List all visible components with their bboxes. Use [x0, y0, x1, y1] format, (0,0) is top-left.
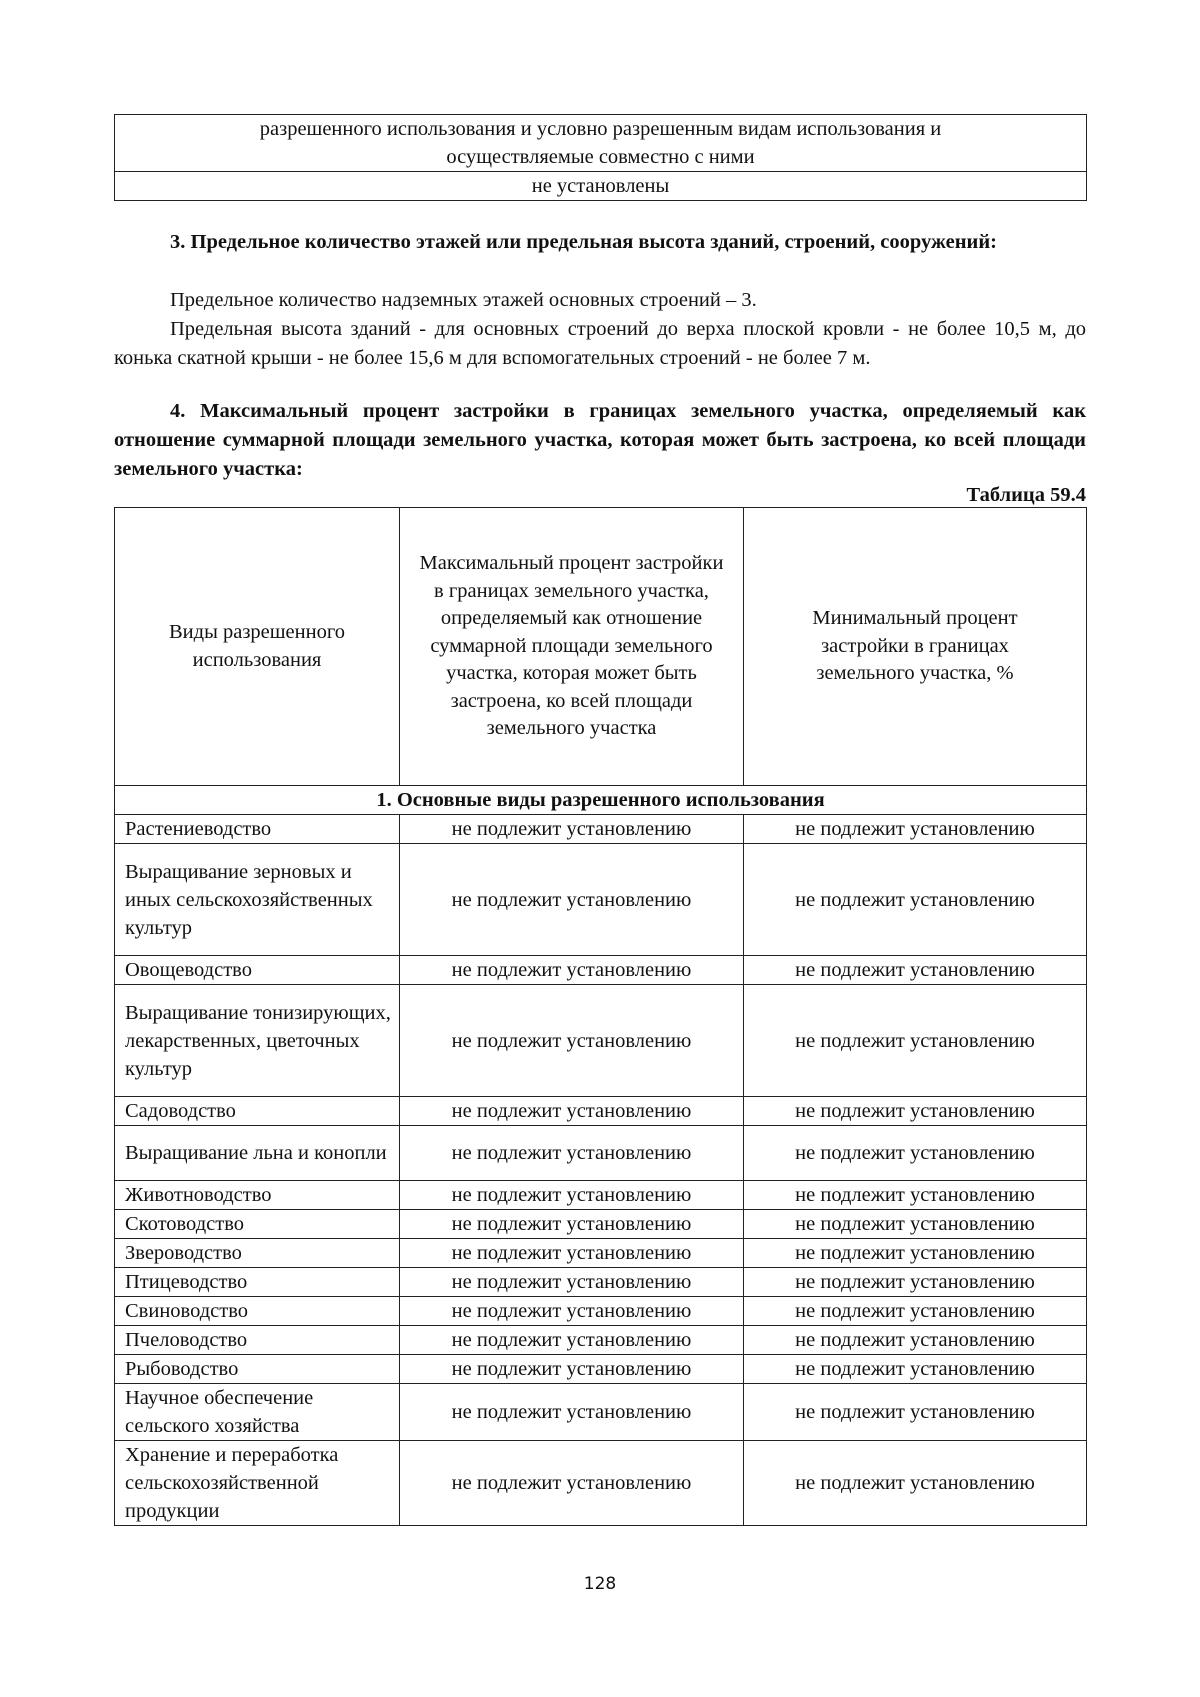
row-max-percent: не подлежит установлению [400, 1126, 744, 1181]
row-max-percent: не подлежит установлению [400, 1297, 744, 1326]
table-row [115, 1297, 1087, 1326]
row-min-percent: не подлежит установлению [744, 1297, 1087, 1326]
table-section-row [115, 786, 1087, 815]
row-usage-type: Звероводство [115, 1239, 400, 1268]
row-min-percent: не подлежит установлению [744, 1384, 1087, 1441]
table-row [115, 956, 1087, 985]
row-max-percent: не подлежит установлению [400, 1384, 744, 1441]
section-3-heading: 3. Предельное количество этажей или предельная высота зданий, строений, сооружений: [170, 231, 997, 253]
row-min-percent: не подлежит установлению [744, 1181, 1087, 1210]
row-min-percent: не подлежит установлению [744, 1268, 1087, 1297]
table-row [115, 1441, 1087, 1526]
table-header-row [115, 508, 1087, 786]
row-max-percent: не подлежит установлению [400, 1181, 744, 1210]
row-usage-type: Хранение и переработка сельскохозяйственной продукции [115, 1441, 400, 1526]
header-cell-usage-type: Виды разрешенного использования [115, 508, 400, 786]
row-min-percent: не подлежит установлению [744, 1355, 1087, 1384]
table-caption: Таблица 59.4 [966, 484, 1086, 506]
row-usage-type: Свиноводство [115, 1297, 400, 1326]
table-row [115, 985, 1087, 1097]
continued-table-cell: разрешенного использования и условно разрешенным видам использования и осуществляемые совместно с ними [115, 115, 1087, 172]
continued-table-cell: не установлены [115, 172, 1087, 201]
page-number: 128 [583, 1574, 617, 1594]
building-percentage-table [114, 507, 1087, 1526]
table-row [115, 1126, 1087, 1181]
row-usage-type: Рыбоводство [115, 1355, 400, 1384]
row-min-percent: не подлежит установлению [744, 1239, 1087, 1268]
row-min-percent: не подлежит установлению [744, 1326, 1087, 1355]
row-min-percent: не подлежит установлению [744, 956, 1087, 985]
table-row [115, 815, 1087, 844]
row-max-percent: не подлежит установлению [400, 1268, 744, 1297]
row-min-percent: не подлежит установлению [744, 1126, 1087, 1181]
row-usage-type: Скотоводство [115, 1210, 400, 1239]
table-row [115, 844, 1087, 956]
row-max-percent: не подлежит установлению [400, 956, 744, 985]
table-row [115, 1097, 1087, 1126]
table-row [115, 1268, 1087, 1297]
row-usage-type: Животноводство [115, 1181, 400, 1210]
table-row [115, 1326, 1087, 1355]
section-title: 1. Основные виды разрешенного использования [115, 786, 1087, 815]
row-usage-type: Садоводство [115, 1097, 400, 1126]
row-min-percent: не подлежит установлению [744, 815, 1087, 844]
row-usage-type: Научное обеспечение сельского хозяйства [115, 1384, 400, 1441]
row-max-percent: не подлежит установлению [400, 1210, 744, 1239]
table-row [115, 1355, 1087, 1384]
row-max-percent: не подлежит установлению [400, 1326, 744, 1355]
section-3-paragraph-floors: Предельное количество надземных этажей основных строений – 3. [170, 289, 757, 311]
row-max-percent: не подлежит установлению [400, 1441, 744, 1526]
section-3-paragraph-height: Предельная высота зданий - для основных строений до верха плоской кровли - не более 10,5 м, до конька скатной крыши - не более 15,6 м для вспомогательных строений - не более 7 м. [114, 318, 1086, 369]
row-usage-type: Выращивание зерновых и иных сельскохозяйственных культур [115, 844, 400, 956]
continued-table [114, 114, 1087, 201]
row-usage-type: Выращивание льна и конопли [115, 1126, 400, 1181]
table-row [115, 1210, 1087, 1239]
row-max-percent: не подлежит установлению [400, 844, 744, 956]
row-max-percent: не подлежит установлению [400, 985, 744, 1097]
section-4-heading: 4. Максимальный процент застройки в границах земельного участка, определяемый как отношение суммарной площади земельного участка, которая может быть застроена, ко всей площади земельного участка: [114, 400, 1086, 480]
row-min-percent: не подлежит установлению [744, 844, 1087, 956]
table-row [115, 1239, 1087, 1268]
row-usage-type: Овощеводство [115, 956, 400, 985]
row-max-percent: не подлежит установлению [400, 1355, 744, 1384]
row-usage-type: Выращивание тонизирующих, лекарственных, цветочных культур [115, 985, 400, 1097]
row-max-percent: не подлежит установлению [400, 1097, 744, 1126]
row-usage-type: Растениеводство [115, 815, 400, 844]
row-usage-type: Пчеловодство [115, 1326, 400, 1355]
header-cell-min-percent: Минимальный процент застройки в границах земельного участка, % [744, 508, 1087, 786]
row-max-percent: не подлежит установлению [400, 1239, 744, 1268]
row-min-percent: не подлежит установлению [744, 1097, 1087, 1126]
table-row [115, 1181, 1087, 1210]
row-min-percent: не подлежит установлению [744, 985, 1087, 1097]
row-min-percent: не подлежит установлению [744, 1210, 1087, 1239]
row-max-percent: не подлежит установлению [400, 815, 744, 844]
row-min-percent: не подлежит установлению [744, 1441, 1087, 1526]
header-cell-max-percent: Максимальный процент застройки в границах земельного участка, определяемый как отношение суммарной площади земельного участка, которая может быть застроена, ко всей площади земельного участка [400, 508, 744, 786]
table-row [115, 1384, 1087, 1441]
row-usage-type: Птицеводство [115, 1268, 400, 1297]
